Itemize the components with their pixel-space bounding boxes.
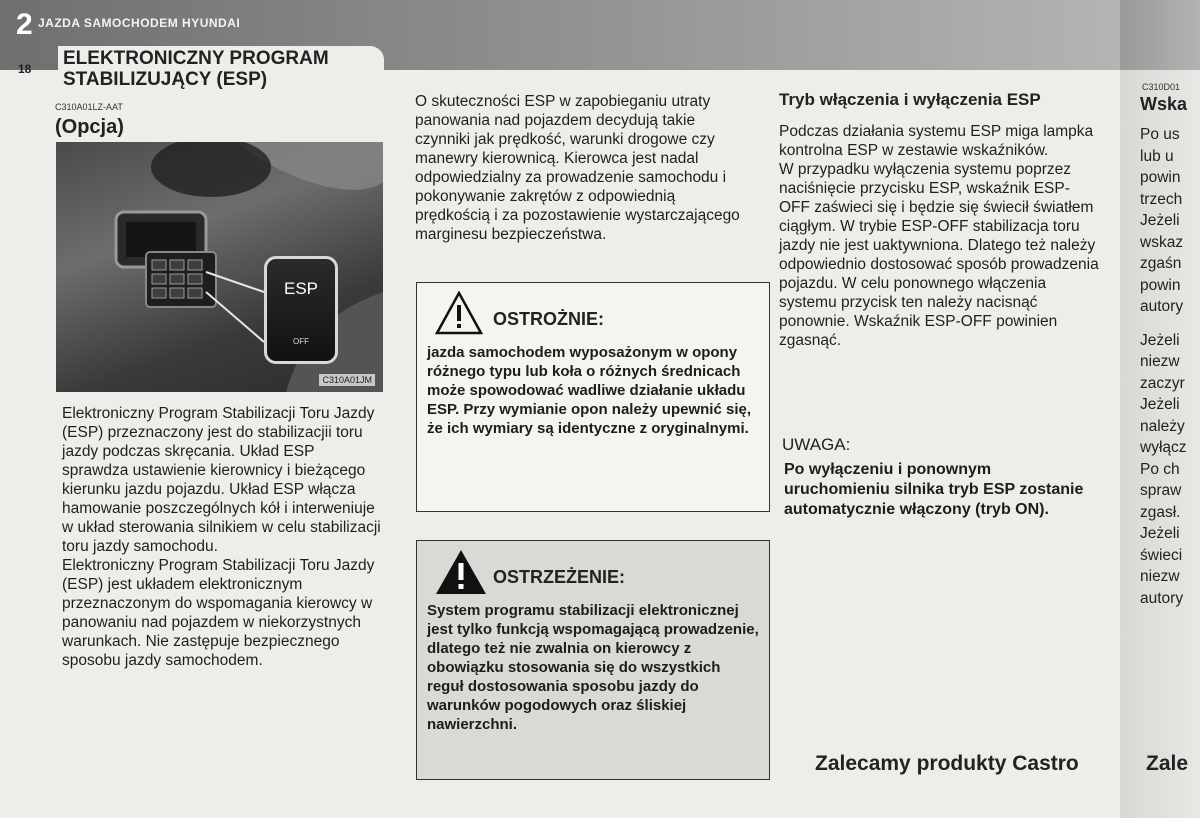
next-page-line: Jeżeli <box>1140 331 1180 349</box>
caution-triangle-icon <box>435 291 483 335</box>
next-page-line: autory <box>1140 298 1184 315</box>
next-page-line: wyłącz <box>1140 439 1187 456</box>
caution-title: OSTROŻNIE: <box>493 309 604 329</box>
next-page-line: autory <box>1140 589 1184 607</box>
mode-section-title: Tryb włączenia i wyłączenia ESP <box>779 90 1041 109</box>
warning-triangle-icon <box>435 549 487 595</box>
figure-code: C310A01JM <box>319 374 375 386</box>
col3-paragraph-2: W przypadku wyłączenia systemu poprzez naciśnięcie przycisku ESP, wskaźnik ESP-OFF zaświeci się i będzie się świecił światłem ciągłym. W trybie ESP-OFF stabilizacja toru jazdy nie jest uaktywniona. Dlatego też należy odpowiednio dostosować sposób prowadzenia pojazdu. W celu ponownego włączenia systemu przycisk ten należy nacisnąć ponownie. Wskaźnik ESP-OFF powinien zgasnąć. <box>779 161 1099 349</box>
next-page-footer: Zale <box>1146 752 1189 775</box>
next-page-line: wskaz <box>1140 233 1184 251</box>
esp-off-button <box>264 256 338 364</box>
esp-button-sublabel: OFF <box>293 337 309 346</box>
next-page-line: zgasł. <box>1140 503 1181 521</box>
warning-header <box>427 547 761 597</box>
section-title <box>63 48 383 90</box>
next-page-line: Jeżeli <box>1140 212 1180 229</box>
caution-box <box>416 282 770 512</box>
next-page-line: należy <box>1140 417 1185 435</box>
footer-slogan: Zalecamy produkty Castro <box>815 752 1079 775</box>
next-page-line: zgaśn <box>1140 255 1182 272</box>
next-page-line: niezw <box>1140 353 1180 370</box>
next-page-line: zaczyr <box>1140 374 1185 392</box>
next-page-line: trzech <box>1140 190 1183 208</box>
warning-title: OSTRZEŻENIE: <box>493 567 626 587</box>
option-label: (Opcja) <box>55 116 124 138</box>
next-page-line: powin <box>1140 276 1181 294</box>
warning-box <box>416 540 770 780</box>
note-label: UWAGA: <box>782 435 851 454</box>
column-2-text: O skuteczności ESP w zapobieganiu utraty panowania nad pojazdem decydują takie czynniki jak prędkość, warunki drogowe czy manewry kierownicą. Kierowca jest nadal odpowiedzialny za prowadzenie samochodu i pokonywanie zakrętów z odpowiednią prędkością i za pozostawienie wystarczającego marginesu bezpieczeństwa. <box>415 93 740 243</box>
next-page-line: Jeżeli <box>1140 525 1180 542</box>
next-page-line: Po us <box>1140 126 1180 143</box>
page-number: 18 <box>18 62 32 76</box>
next-page-line: niezw <box>1140 568 1180 585</box>
col3-paragraph-1: Podczas działania systemu ESP miga lampka kontrolna ESP w zestawie wskaźników. <box>779 123 1094 159</box>
next-page-line: świeci <box>1140 546 1183 564</box>
section-code: C310A01LZ-AAT <box>55 102 123 112</box>
chapter-title: JAZDA SAMOCHODEM HYUNDAI <box>38 16 241 30</box>
section-title-line-1: ELEKTRONICZNY PROGRAM <box>63 48 329 69</box>
caution-body: jazda samochodem wyposażonym w opony różnego typu lub koła o różnych średnicach może spowodować wadliwe działanie układu ESP. Przy wymianie opon należy upewnić się, że ich wymiary są identyczne z oryginalnymi. <box>427 344 752 437</box>
column-3-text <box>779 122 1099 350</box>
next-page-line: powin <box>1140 169 1181 186</box>
next-page-line: lub u <box>1140 147 1174 165</box>
next-page-line: Jeżeli <box>1140 396 1180 413</box>
caution-header <box>427 289 761 339</box>
next-page-line: Po ch <box>1140 460 1180 478</box>
column-1-text <box>62 404 384 670</box>
note-body: Po wyłączeniu i ponownym uruchomieniu silnika tryb ESP zostanie automatycznie włączony (tryb ON). <box>784 461 1084 518</box>
next-page-line: spraw <box>1140 482 1182 499</box>
chapter-number: 2 <box>16 8 33 41</box>
next-page-code: C310D01 <box>1142 82 1181 92</box>
col1-paragraph-2: Elektroniczny Program Stabilizacji Toru Jazdy (ESP) jest układem elektronicznym przeznaczonym do wspomagania kierowcy w panowaniu nad pojazdem w niekorzystnych warunkach. Nie zastępuje bezpiecznego sposobu jazdy samochodem. <box>62 557 375 669</box>
warning-body: System programu stabilizacji elektronicznej jest tylko funkcją wspomagającą prowadzenie, dlatego też nie zwalnia on kierowcy z obowiązku stosowania się do wszystkich reguł dostosowania sposobu jazdy do warunków pogodowych oraz śliskiej nawierzchni. <box>427 602 759 733</box>
next-page-heading: Wska <box>1140 94 1188 114</box>
next-page-header-band <box>1120 0 1200 70</box>
col1-paragraph-1: Elektroniczny Program Stabilizacji Toru Jazdy (ESP) przeznaczony jest do stabilizacjii toru jazdy podczas skręcania. Układ ESP sprawdza ustawienie kierownicy i bieżącego kierunku jazdu pojazdu. Układ ESP włącza hamowanie poszczególnych kół i interweniuje w układ sterowania silnikiem w celu stabilizacji toru jazdy samochodu. <box>62 405 381 555</box>
section-title-line-2: STABILIZUJĄCY (ESP) <box>63 69 268 90</box>
esp-button-label: ESP <box>283 279 319 298</box>
